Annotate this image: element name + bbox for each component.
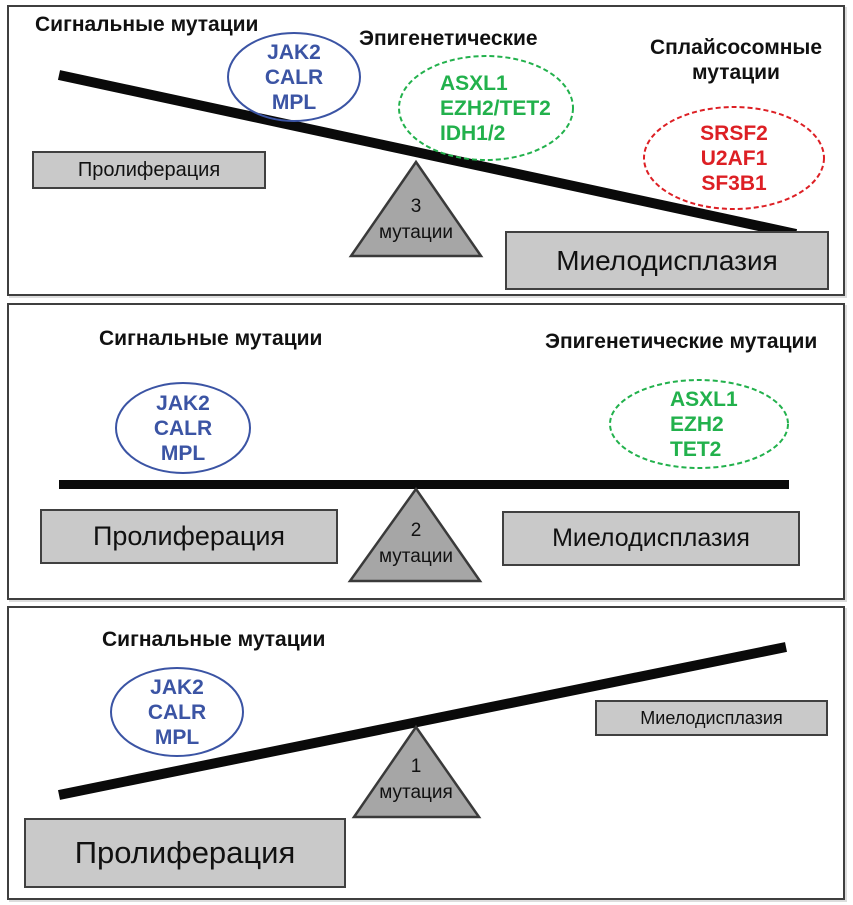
gene-jak2: JAK2 [156,391,210,415]
spliceosomal-title-line1: Сплайсосомные [649,36,823,59]
mutation-count-number: 1 [410,756,422,777]
signal-gene-list [116,383,250,473]
proliferation-box: Пролиферация [32,151,266,189]
signal-gene-list [228,33,360,121]
signal-mutations-title: Сигнальные мутации [99,327,323,350]
mutation-count-number: 3 [410,196,422,217]
mutation-count-number: 2 [410,520,422,541]
gene-u2af1: U2AF1 [700,146,768,170]
epigenetic-gene-list [610,380,788,468]
myelodysplasia-box: Миелодисплазия [502,511,800,566]
proliferation-box: Пролиферация [40,509,338,564]
gene-ezh2: EZH2 [670,412,724,436]
mutation-count-word: мутации [379,222,453,243]
spliceosomal-mutations-title [621,35,851,85]
spliceosomal-title-line2: мутации [692,61,780,84]
fulcrum-mutation-count [341,194,491,246]
gene-calr: CALR [264,65,324,89]
seesaw-beam [59,480,789,489]
fulcrum-mutation-count [341,518,491,570]
gene-asxl1: ASXL1 [670,387,738,411]
panel-one-mutation [7,606,845,900]
panel-three-mutations [7,5,845,296]
spliceosomal-gene-list [644,107,824,209]
signal-mutations-title: Сигнальные мутации [35,13,259,36]
myelodysplasia-box: Миелодисплазия [595,700,828,736]
mutation-count-word: мутация [379,782,453,803]
gene-mpl: MPL [154,725,200,749]
gene-tet2: TET2 [670,437,722,461]
gene-mpl: MPL [160,441,206,465]
gene-sf3b1: SF3B1 [701,171,767,195]
epigenetic-gene-list [399,57,573,160]
epigenetic-mutations-title: Эпигенетические [359,27,538,50]
gene-calr: CALR [147,700,207,724]
signal-gene-list [110,667,244,757]
gene-calr: CALR [153,416,213,440]
gene-ezh2-tet2: EZH2/TET2 [440,97,551,120]
mutation-count-word: мутации [379,546,453,567]
gene-mpl: MPL [271,90,317,114]
epigenetic-mutations-title: Эпигенетические мутации [545,330,818,353]
panel-two-mutations [7,303,845,600]
gene-srsf2: SRSF2 [700,121,768,145]
gene-jak2: JAK2 [267,40,321,64]
gene-jak2: JAK2 [150,675,204,699]
proliferation-box: Пролиферация [24,818,346,888]
gene-idh12: IDH1/2 [440,122,506,145]
gene-asxl1: ASXL1 [440,72,508,95]
myelodysplasia-box: Миелодисплазия [505,231,829,290]
fulcrum-mutation-count [341,754,491,806]
signal-mutations-title: Сигнальные мутации [102,628,326,651]
